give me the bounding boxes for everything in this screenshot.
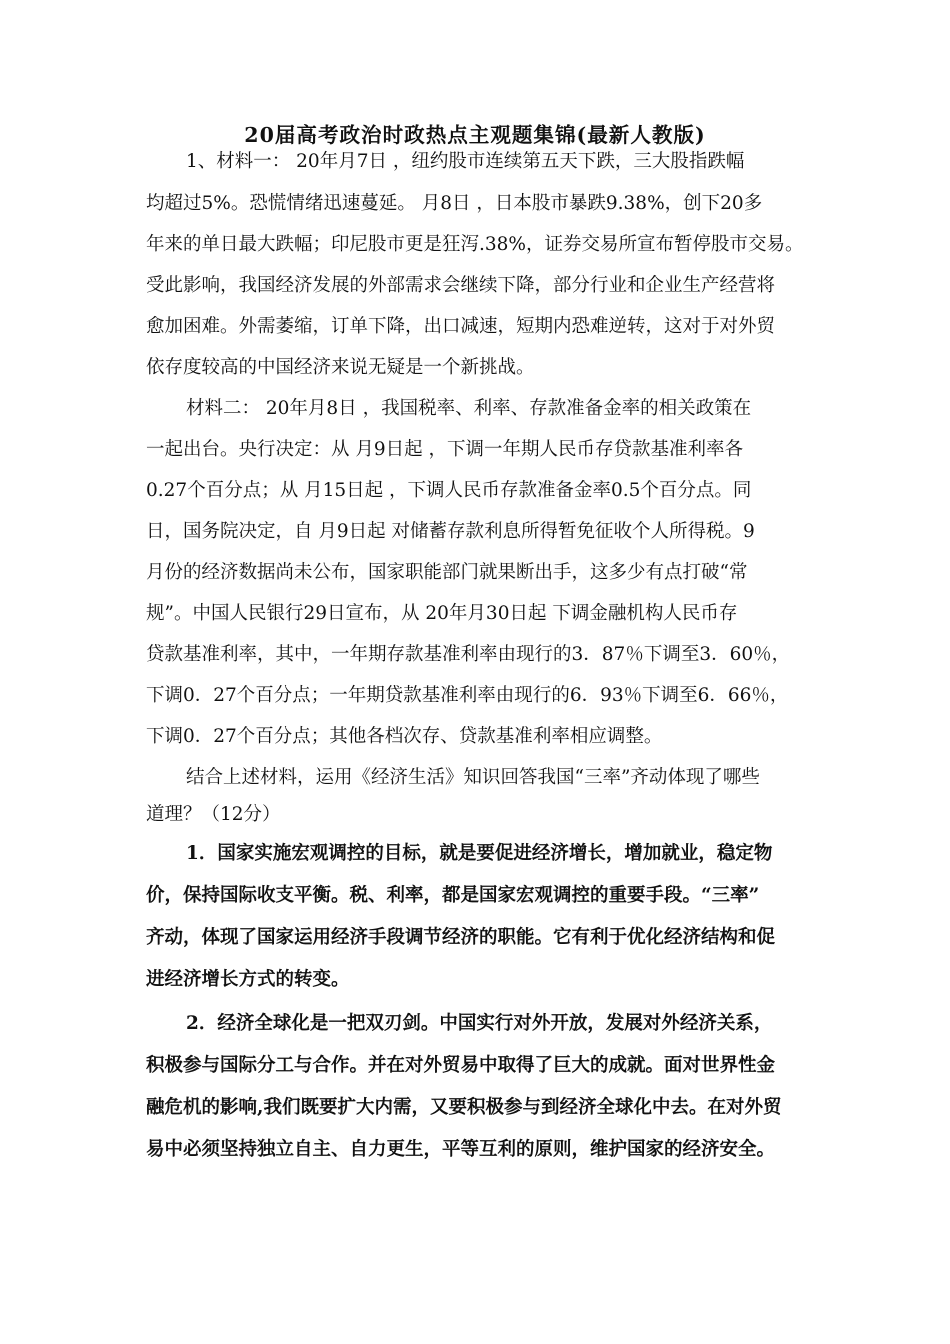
material-two-line: 月份的经济数据尚未公布，国家职能部门就果断出手，这多少有点打破“常 bbox=[146, 562, 748, 583]
material-one-line: 均超过5%。恐慌情绪迅速蔓延。 月8日 ，日本股市暴跌9.38%，创下20多 bbox=[146, 193, 763, 214]
material-two-line: 材料二： 20年月8日 ，我国税率、利率、存款准备金率的相关政策在 bbox=[186, 398, 752, 419]
material-two-line: 日，国务院决定，自 月9日起 对储蓄存款利息所得暂免征收个人所得税。9 bbox=[146, 521, 755, 542]
question-line: 道理？（12分） bbox=[146, 804, 281, 825]
material-two-line: 贷款基准利率，其中，一年期存款基准利率由现行的3．87％下调至3．60％， bbox=[146, 644, 791, 665]
answer-one-line: 价，保持国际收支平衡。税、利率，都是国家宏观调控的重要手段。“三率” bbox=[146, 885, 760, 906]
answer-one-line: 进经济增长方式的转变。 bbox=[146, 969, 350, 990]
material-one-line: 依存度较高的中国经济来说无疑是一个新挑战。 bbox=[146, 357, 535, 378]
material-two-line: 一起出台。央行决定：从 月9日起 ，下调一年期人民币存贷款基准利率各 bbox=[146, 439, 744, 460]
material-one-line: 1、材料一： 20年月7日 ，纽约股市连续第五天下跌，三大股指跌幅 bbox=[186, 151, 745, 172]
material-one-line: 受此影响，我国经济发展的外部需求会继续下降，部分行业和企业生产经营将 bbox=[146, 275, 776, 296]
material-two-line: 下调0．27个百分点；一年期贷款基准利率由现行的6．93％下调至6．66％， bbox=[146, 685, 789, 706]
material-two-line: 规”。中国人民银行29日宣布，从 20年月30日起 下调金融机构人民币存 bbox=[146, 603, 738, 624]
material-one-line: 愈加困难。外需萎缩，订单下降，出口减速，短期内恐难逆转，这对于对外贸 bbox=[146, 316, 776, 337]
question-line: 结合上述材料，运用《经济生活》知识回答我国“三率”齐动体现了哪些 bbox=[186, 767, 760, 788]
answer-two-line: 2．经济全球化是一把双刃剑。中国实行对外开放，发展对外经济关系， bbox=[186, 1013, 773, 1034]
answer-one-line: 1．国家实施宏观调控的目标，就是要促进经济增长，增加就业，稳定物 bbox=[186, 843, 773, 864]
document-title: 20届高考政治时政热点主观题集锦(最新人教版) bbox=[244, 123, 706, 147]
answer-two-line: 积极参与国际分工与合作。并在对外贸易中取得了巨大的成就。面对世界性金 bbox=[146, 1055, 776, 1076]
answer-one-line: 齐动，体现了国家运用经济手段调节经济的职能。它有利于优化经济结构和促 bbox=[146, 927, 776, 948]
answer-two-line: 易中必须坚持独立自主、自力更生，平等互利的原则，维护国家的经济安全。 bbox=[146, 1139, 776, 1160]
answer-two-line: 融危机的影响,我们既要扩大内需，又要积极参与到经济全球化中去。在对外贸 bbox=[146, 1097, 782, 1118]
material-two-line: 下调0．27个百分点；其他各档次存、贷款基准利率相应调整。 bbox=[146, 726, 663, 747]
material-one-line: 年来的单日最大跌幅；印尼股市更是狂泻.38%，证券交易所宣布暂停股市交易。 bbox=[146, 234, 804, 255]
material-two-line: 0.27个百分点；从 月15日起 ，下调人民币存款准备金率0.5个百分点。同 bbox=[146, 480, 752, 501]
